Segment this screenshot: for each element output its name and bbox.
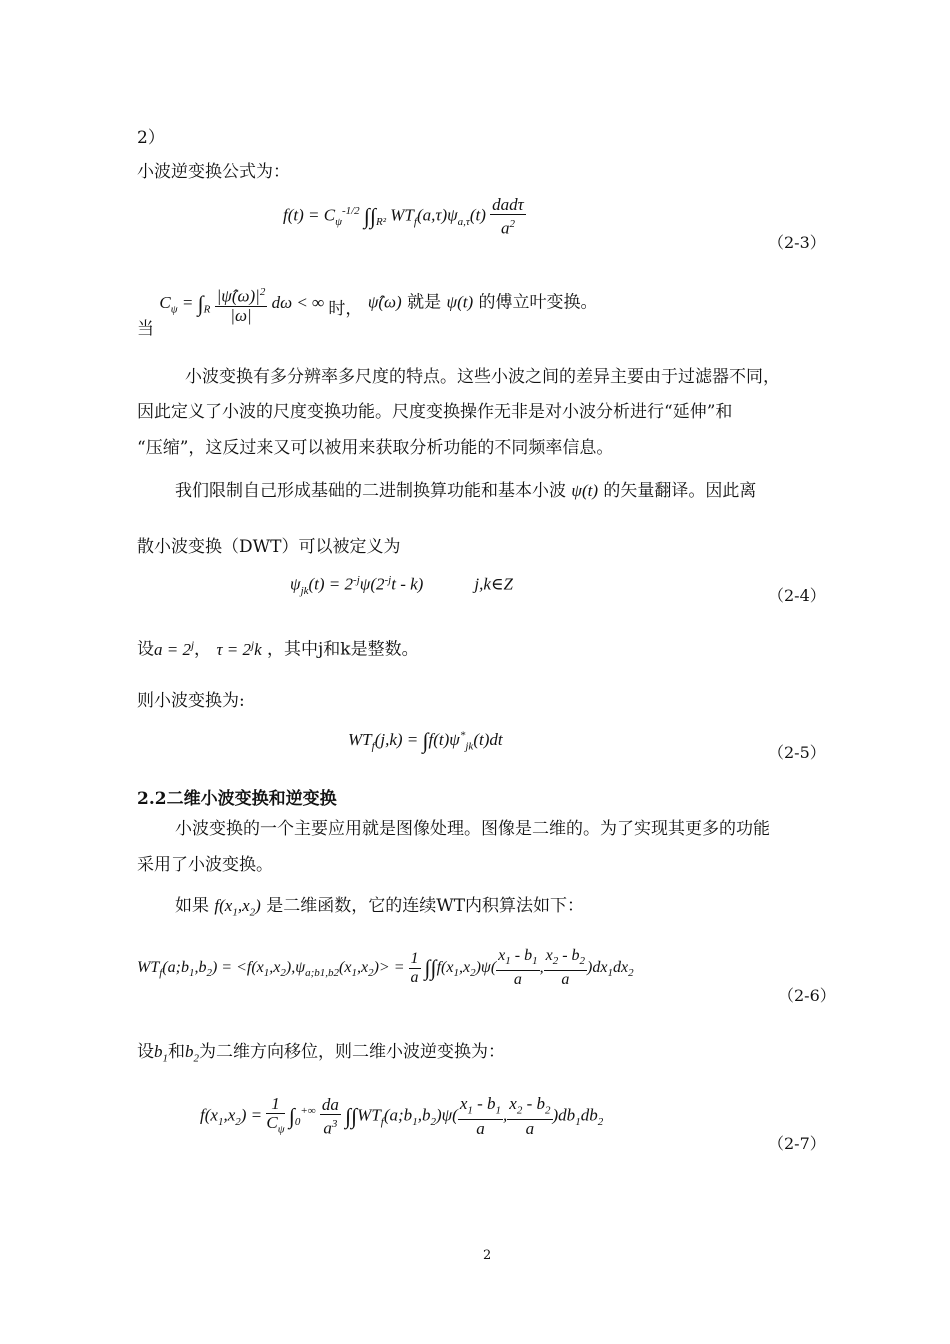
section-heading: 2.2二维小波变换和逆变换 bbox=[137, 789, 337, 809]
set-suffix: ，其中j和k是整数。 bbox=[267, 639, 419, 660]
para3-line1: 小波变换的一个主要应用就是图像处理。图像是二维的。为了实现其更多的功能 bbox=[175, 819, 770, 839]
para2-line1b: 的矢量翻译。因此离 bbox=[603, 481, 757, 501]
shift-a: 设 bbox=[137, 1042, 154, 1062]
page-number: 2 bbox=[483, 1248, 492, 1263]
psi-t-symbol: ψ(t) bbox=[446, 292, 474, 312]
tau-definition: $\tau = 2^jk$ bbox=[216, 639, 262, 659]
psi-hat-symbol: ψ̂(ω) bbox=[367, 292, 402, 312]
set-line: 设$a = 2^j$， $\tau = 2^jk$ ，其中j和k是整数。 bbox=[137, 639, 419, 660]
equation-number-2-7: （2-7） bbox=[768, 1134, 826, 1153]
equation-2-6: $WT_f(a;b_1,b_2) = <f(x_1,x_2),\psi_{a;b1,b2}(x_1,x_2)>$ = $\frac{1}{a}$ $\int\int f(x_1,x_2)\psi$( $\frac{x_1 - b_1}{a}$ , $\frac{x_2 - b_2}{a}$ )$dx_1dx_2$ bbox=[137, 947, 634, 989]
equation-2-3: $f(t) = C_\psi^{-1/2}$ $\int\int_{R^2}$ $WT_f(a,\tau)\psi_{a,\tau}(t)$ $\frac{\text{dadτ}}{a^2}$ bbox=[283, 195, 524, 238]
shift-line bbox=[137, 1040, 505, 1070]
when-suffix: 的傅立叶变换。 bbox=[478, 292, 598, 313]
para2-line2: 散小波变换（DWT）可以被定义为 bbox=[137, 537, 401, 557]
para1-line2: 因此定义了小波的尺度变换功能。尺度变换操作无非是对小波分析进行“延伸”和 bbox=[137, 402, 733, 422]
shift-b: 和 bbox=[168, 1042, 185, 1062]
top-fragment: 2） bbox=[137, 128, 165, 148]
equation-2-4: $\psi_{jk}(t) = 2^{-j}\psi(2^{-j}t - k)$ j,k∈Z bbox=[290, 574, 513, 598]
when-mid2: 就是 bbox=[407, 292, 442, 313]
f-x1-x2-symbol: $f(x_1,x_2)$ bbox=[214, 896, 261, 919]
para4-a: 如果 bbox=[175, 896, 209, 916]
c-psi-formula: $C_\psi = \int_R$ $\frac{|\psî(\omega)|^2}{|\omega|}$ dω < ∞ bbox=[159, 293, 328, 312]
inverse-intro: 小波逆变换公式为： bbox=[137, 162, 290, 182]
equation-number-2-5: （2-5） bbox=[768, 743, 826, 762]
b2-symbol: $b_2$ bbox=[185, 1042, 199, 1065]
set-prefix: 设 bbox=[137, 639, 154, 660]
shift-c: 为二维方向移位，则二维小波逆变换为： bbox=[199, 1042, 505, 1062]
equation-number-2-4: （2-4） bbox=[768, 586, 826, 605]
when-prefix: 当 bbox=[137, 318, 154, 339]
para1-line3: “压缩”，这反过来又可以被用来获取分析功能的不同频率信息。 bbox=[137, 438, 614, 458]
b1-symbol: $b_1$ bbox=[154, 1042, 168, 1065]
a-definition: $a = 2^j$ bbox=[154, 639, 195, 659]
when-line bbox=[137, 283, 598, 339]
when-mid: 时， bbox=[328, 298, 363, 319]
equation-2-5: $WT_f(j,k) = \int f(t)\psi^*_{jk}(t)dt$ bbox=[348, 728, 503, 753]
para4-b: 是二维函数，它的连续WT内积算法如下： bbox=[266, 896, 585, 916]
equation-number-2-6: （2-6） bbox=[778, 986, 836, 1005]
para4-line bbox=[175, 894, 584, 924]
para3-line2: 采用了小波变换。 bbox=[137, 855, 273, 875]
para1-line1: 小波变换有多分辨率多尺度的特点。这些小波之间的差异主要由于过滤器不同， bbox=[185, 367, 780, 387]
equation-2-7: $f(x_1,x_2)$ = $\frac{1}{C_\psi}$ $\int_0^{+\infty}$ $\frac{da}{a^3}$ $\int\int WT_f(a;b_1,b_2)\psi$( $\frac{x_1 - b_1}{a}$ , $\frac{x_2 - b_2}{a}$ )$db_1db_2$ bbox=[200, 1094, 604, 1139]
psi-t-symbol-2: ψ(t) bbox=[571, 481, 599, 500]
equation-number-2-3: （2-3） bbox=[768, 233, 826, 252]
then-text: 则小波变换为: bbox=[137, 691, 245, 711]
para2-line1 bbox=[175, 479, 756, 503]
para2-line1a: 我们限制自己形成基础的二进制换算功能和基本小波 bbox=[175, 481, 566, 501]
